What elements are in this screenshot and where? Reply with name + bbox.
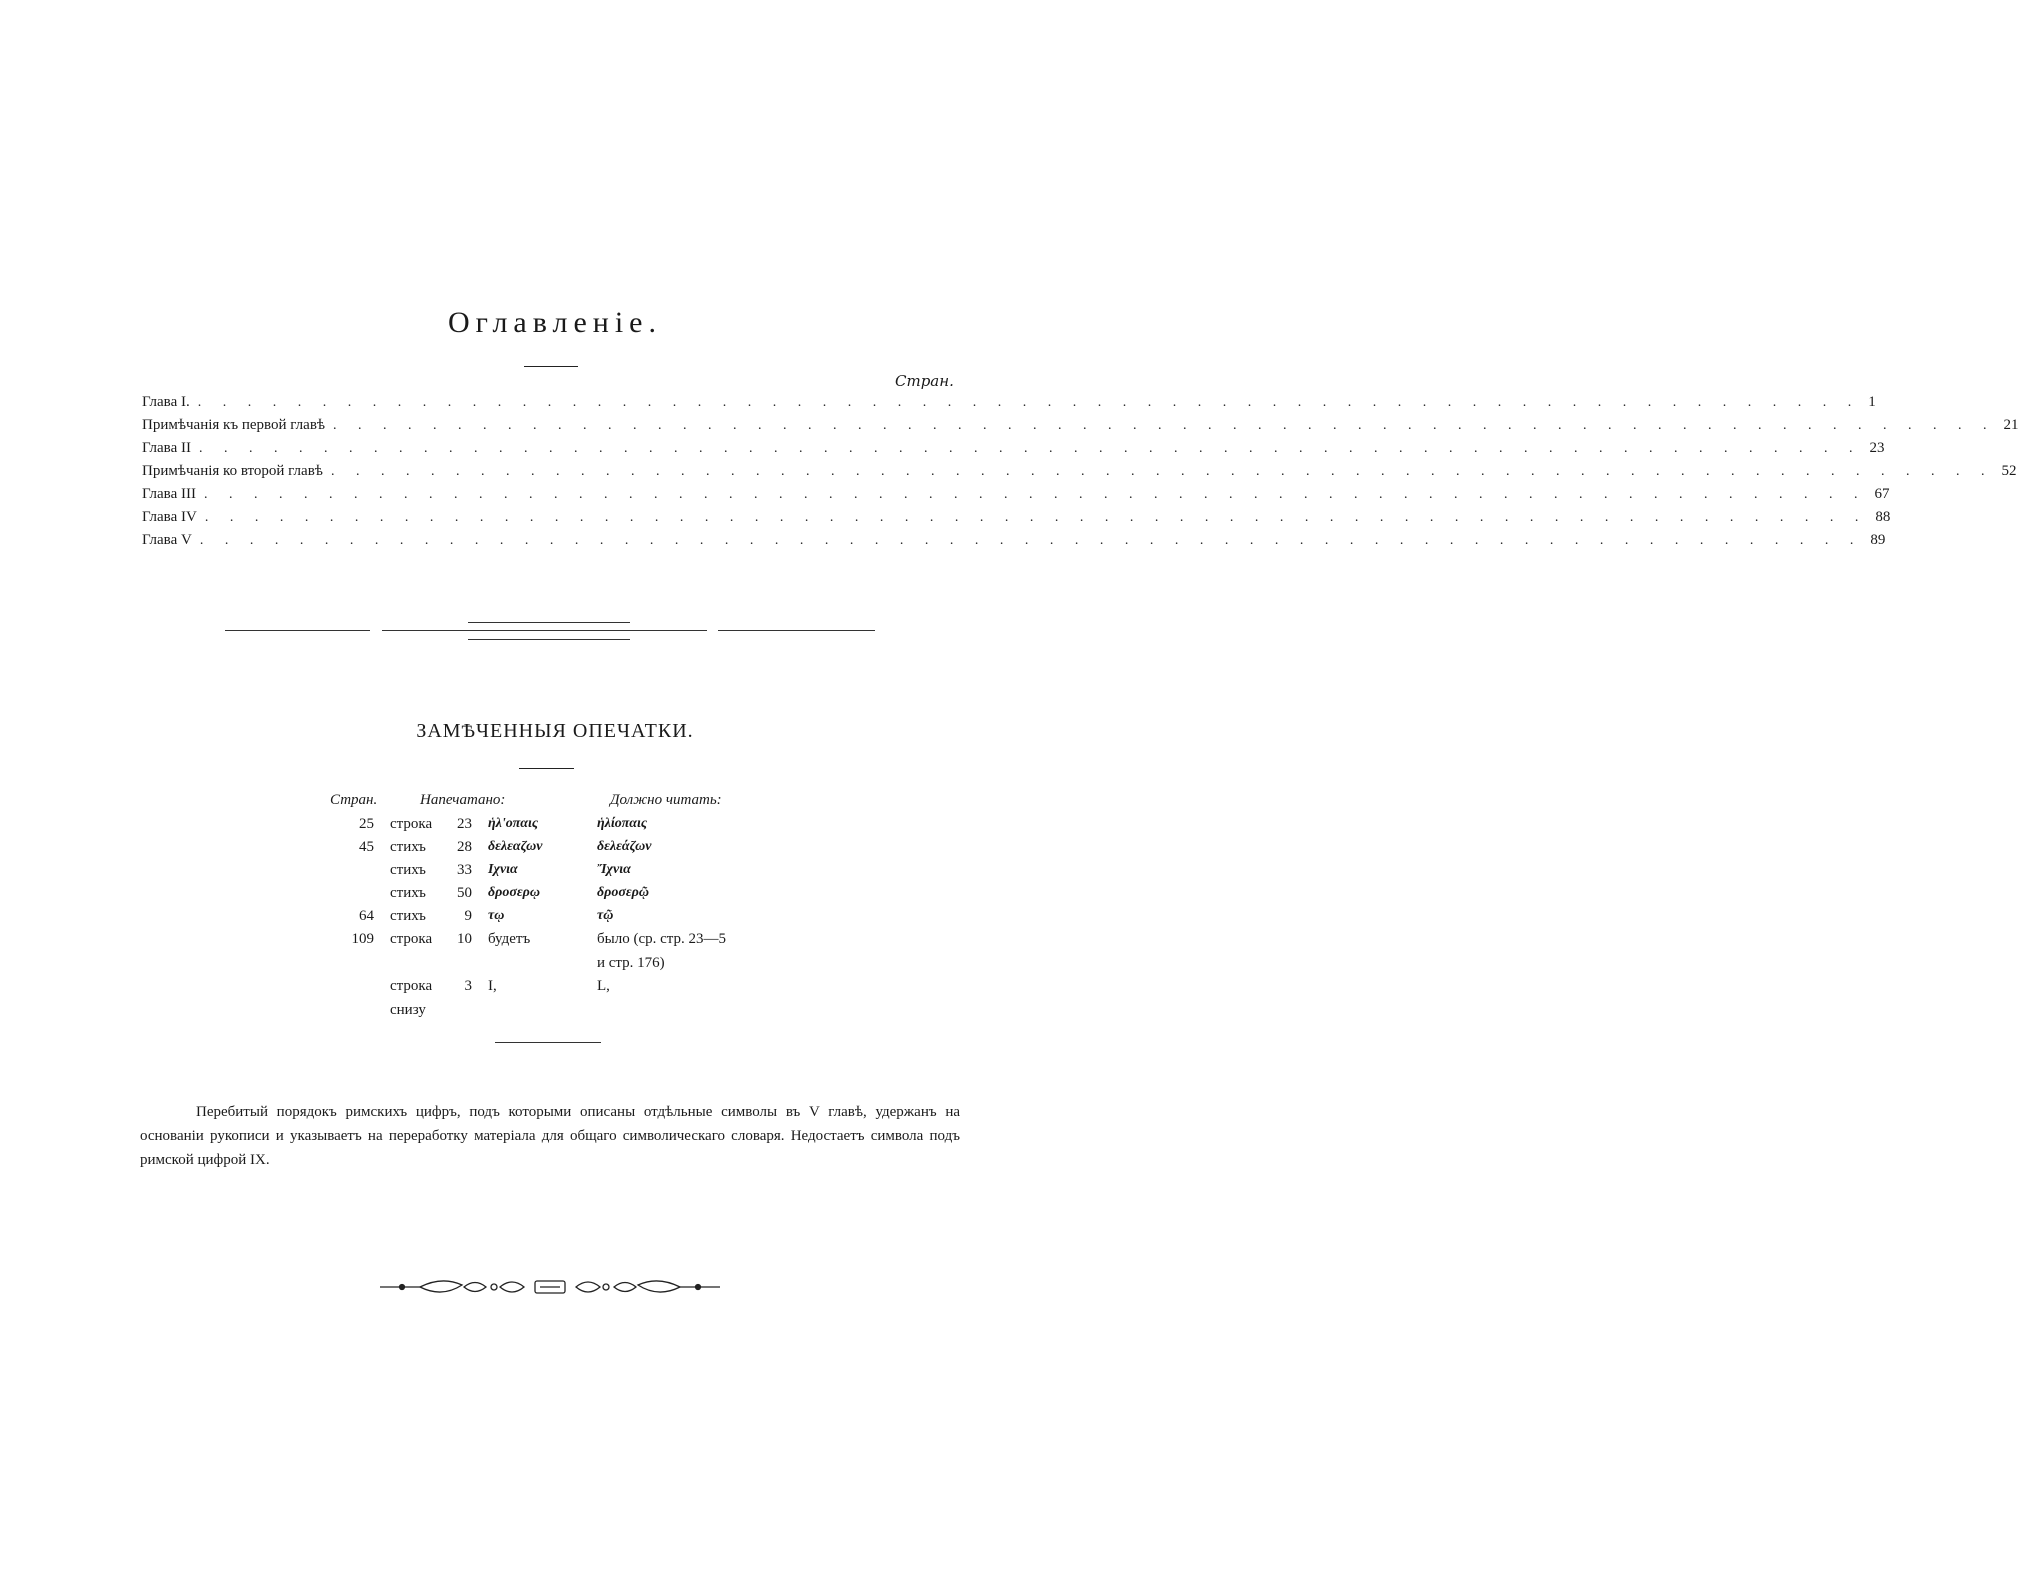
- title-rule: [524, 366, 578, 367]
- toc-entry-label: Глава V: [142, 532, 192, 548]
- errata-header-printed: Напечатано:: [420, 792, 506, 808]
- errata-header-should-read: Должно читать:: [610, 792, 722, 808]
- errata-num: 33: [457, 862, 472, 878]
- errata-should-read: было (ср. стр. 23—5: [597, 931, 726, 947]
- leader-dots: . . . . . . . . . . . . . . . . . . . . . . . . . . . . . . . . . . . . . . . . . . . . . . . . . . . . . . . . . . . . . . . . . . .: [198, 441, 1862, 456]
- separator-rule: [468, 622, 630, 623]
- errata-printed: τῳ: [488, 908, 505, 923]
- toc-entry-label: Глава II: [142, 440, 191, 456]
- toc-entry-label: Глава I.: [142, 394, 190, 410]
- errata-title-rule: [519, 768, 574, 769]
- toc-entry-page: 52: [2001, 463, 2017, 479]
- toc-title: Оглавленіе.: [448, 306, 662, 339]
- separator-rule: [468, 639, 630, 640]
- toc-entry: [142, 394, 1876, 416]
- errata-title: ЗАМѢЧЕННЫЯ ОПЕЧАТКИ.: [416, 720, 694, 742]
- errata-kind: строка: [390, 931, 433, 947]
- errata-kind: строка: [390, 978, 433, 994]
- errata-num: 9: [464, 908, 472, 924]
- errata-should-read-continued: и стр. 176): [597, 955, 665, 971]
- separator-rule: [225, 630, 370, 631]
- leader-dots: . . . . . . . . . . . . . . . . . . . . . . . . . . . . . . . . . . . . . . . . . . . . . . . . . . . . . . . . . . . . . . . . . . .: [333, 418, 1996, 433]
- toc-entry: [142, 509, 1891, 531]
- toc-entry-page: 23: [1869, 440, 1885, 456]
- errata-page: 25: [359, 816, 374, 832]
- errata-kind: стихъ: [390, 862, 426, 878]
- toc-entry-page: 67: [1874, 486, 1890, 502]
- errata-should-read: δελεάζων: [597, 839, 652, 854]
- toc-entry: [142, 532, 1886, 554]
- toc-page-header: Стран.: [895, 372, 954, 390]
- errata-page: 64: [359, 908, 374, 924]
- errata-should-read: L,: [597, 978, 610, 994]
- leader-dots: . . . . . . . . . . . . . . . . . . . . . . . . . . . . . . . . . . . . . . . . . . . . . . . . . . . . . . . . . . . . . . . . . . .: [197, 395, 1861, 410]
- toc-entry: [142, 463, 2017, 485]
- toc-entry: [142, 440, 1885, 462]
- errata-printed: ἡλ'οπαις: [488, 816, 539, 831]
- errata-end-rule: [495, 1042, 601, 1043]
- toc-entry-label: Глава III: [142, 486, 196, 502]
- errata-kind-continued: снизу: [390, 1002, 426, 1018]
- toc-entry-page: 1: [1868, 394, 1876, 410]
- errata-num: 3: [464, 978, 472, 994]
- errata-should-read: δροσερῷ: [597, 885, 650, 900]
- ornament-icon: [380, 1272, 720, 1302]
- toc-entry-label: Примѣчанія ко второй главѣ: [142, 463, 323, 479]
- errata-kind: стихъ: [390, 885, 426, 901]
- leader-dots: . . . . . . . . . . . . . . . . . . . . . . . . . . . . . . . . . . . . . . . . . . . . . . . . . . . . . . . . . . . . . . . . . . .: [330, 464, 1994, 479]
- errata-kind: стихъ: [390, 908, 426, 924]
- errata-printed: δελεαζων: [488, 839, 543, 854]
- toc-entry: [142, 417, 2019, 439]
- errata-kind: строка: [390, 816, 433, 832]
- errata-num: 50: [457, 885, 472, 901]
- toc-entry-label: Примѣчанія къ первой главѣ: [142, 417, 326, 433]
- toc-entry-page: 88: [1875, 509, 1891, 525]
- errata-should-read: τῷ: [597, 908, 614, 923]
- errata-printed: δροσερῳ: [488, 885, 541, 900]
- errata-kind: стихъ: [390, 839, 426, 855]
- errata-should-read: ἡλίοπαις: [597, 816, 648, 831]
- toc-entry: [142, 486, 1890, 508]
- leader-dots: . . . . . . . . . . . . . . . . . . . . . . . . . . . . . . . . . . . . . . . . . . . . . . . . . . . . . . . . . . . . . . . . . . .: [204, 510, 1868, 525]
- toc-entry-label: Глава IV: [142, 509, 197, 525]
- errata-page: 109: [351, 931, 374, 947]
- separator-rule: [382, 630, 707, 631]
- errata-page: 45: [359, 839, 374, 855]
- toc-entry-page: 21: [2003, 417, 2019, 433]
- leader-dots: . . . . . . . . . . . . . . . . . . . . . . . . . . . . . . . . . . . . . . . . . . . . . . . . . . . . . . . . . . . . . . . . . . .: [203, 487, 1867, 502]
- toc-entry-page: 89: [1870, 532, 1886, 548]
- editorial-note: Перебитый порядокъ римскихъ цифръ, подъ которыми описаны отдѣльные символы въ V главѣ, удержанъ на основаніи рукописи и указываетъ на переработку матеріала для общаго символическаго словаря. Недостаетъ символа подъ римской цифрой IX.: [140, 1104, 960, 1168]
- errata-num: 10: [457, 931, 472, 947]
- errata-header-page: Стран.: [330, 792, 378, 808]
- errata-num: 23: [457, 816, 472, 832]
- leader-dots: . . . . . . . . . . . . . . . . . . . . . . . . . . . . . . . . . . . . . . . . . . . . . . . . . . . . . . . . . . . . . . . . . . .: [199, 533, 1863, 548]
- errata-printed: I,: [488, 978, 497, 994]
- separator-rule: [718, 630, 875, 631]
- errata-printed: будетъ: [488, 931, 531, 947]
- errata-num: 28: [457, 839, 472, 855]
- errata-printed: Ιχνια: [488, 862, 518, 877]
- errata-should-read: Ἴχνια: [597, 862, 631, 877]
